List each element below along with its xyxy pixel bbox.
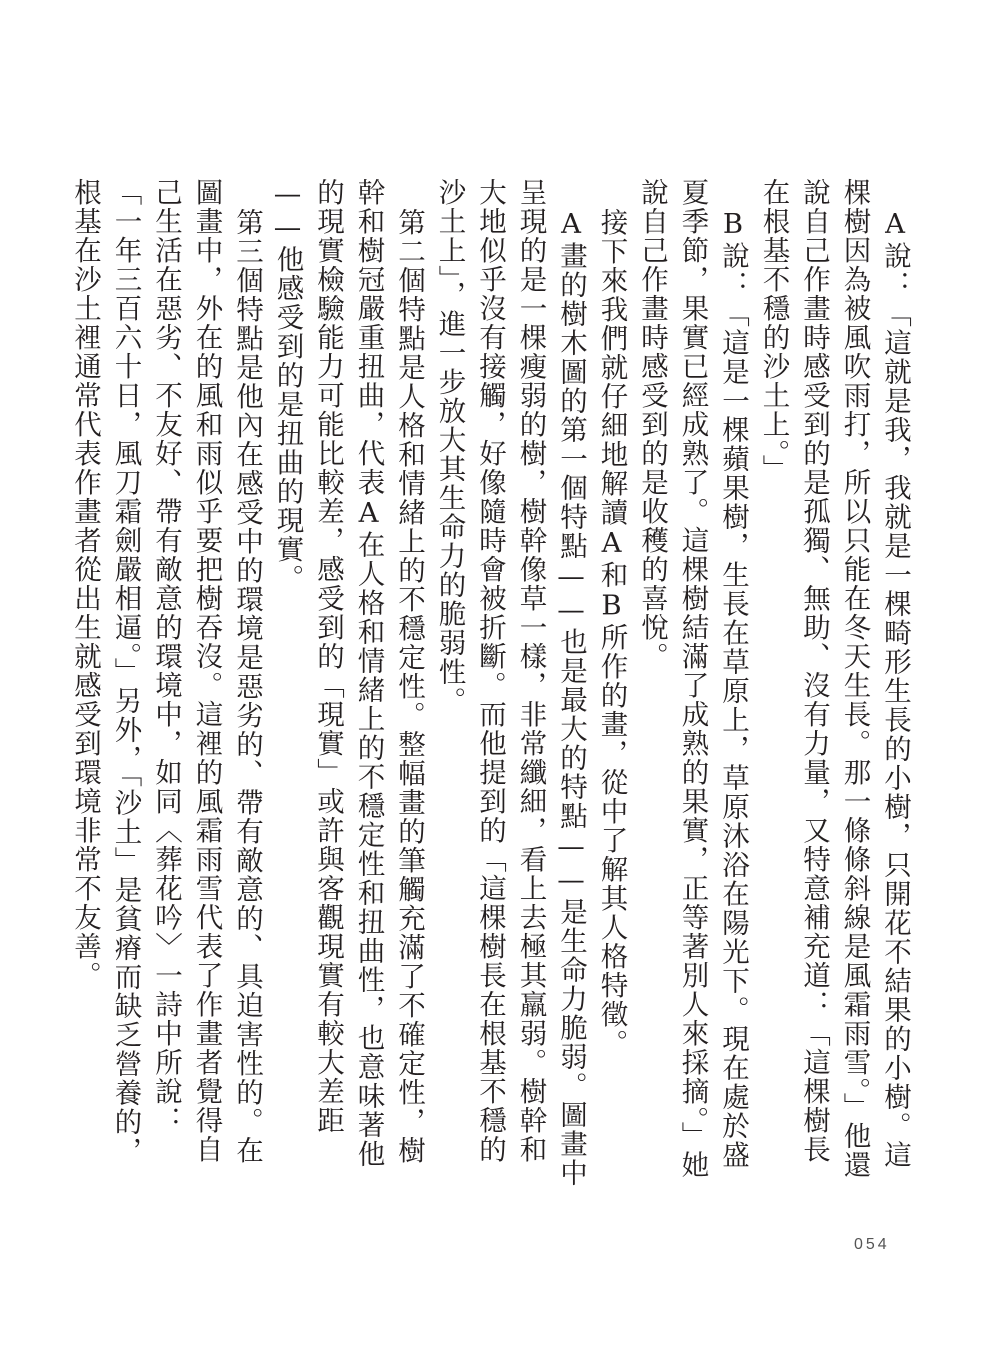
paragraph-a-says: A說：「這就是我，我就是一棵畸形生長的小樹，只開花不結果的小樹。這棵樹因為被風吹雨打，所以只能在冬天生長。那一條條斜線是風霜雨雪。」他還說自己作畫時感受到的是孤獨、無助、沒有力量，又特意補充道：「這棵樹長在根基不穩的沙土上。」 <box>757 178 911 1180</box>
paragraph-first-feature: A畫的樹木圖的第一個特點——也是最大的特點——是生命力脆弱。圖畫中呈現的是一棵瘦弱的樹，樹幹像草一樣，非常纖細，看上去極其羸弱。樹幹和大地似乎沒有接觸，好像隨時會被折斷。而他提到的「這棵樹長在根基不穩的沙土上」，進一步放大其生命力的脆弱性。 <box>433 178 587 1188</box>
vertical-text-body <box>69 178 915 1188</box>
paragraph-b-says: B說：「這是一棵蘋果樹，生長在草原上，草原沐浴在陽光下。現在處於盛夏季節，果實已經成熟了。這棵樹結滿了成熟的果實，正等著別人來採摘。」她說自己作畫時感受到的是收穫的喜悅。 <box>636 178 749 1180</box>
paragraph-third-feature: 第三個特點是他內在感受中的環境是惡劣的、帶有敵意的、具迫害性的。在圖畫中，外在的風和雨似乎要把樹吞沒。這裡的風霜雨雪代表了作畫者覺得自己生活在惡劣、不友好、帶有敵意的環境中，如同〈葬花吟〉一詩中所說：「一年三百六十日，風刀霜劍嚴相逼。」另外，「沙土」是貧瘠而缺乏營養的，根基在沙土裡通常代表作畫者從出生就感受到環境非常不友善。 <box>69 178 263 1166</box>
page-number: 054 <box>854 1236 890 1253</box>
paragraph-second-feature: 第二個特點是人格和情緒上的不穩定性。整幅畫的筆觸充滿了不確定性，樹幹和樹冠嚴重扭曲，代表A在人格和情緒上的不穩定性和扭曲性，也意味著他的現實檢驗能力可能比較差，感受到的「現實」或許與客觀現實有較大差距——他感受到的是扭曲的現實。 <box>271 178 425 1169</box>
paragraph-interpretation-intro: 接下來我們就仔細地解讀A和B所作的畫，從中了解其人格特徵。 <box>595 208 628 1059</box>
